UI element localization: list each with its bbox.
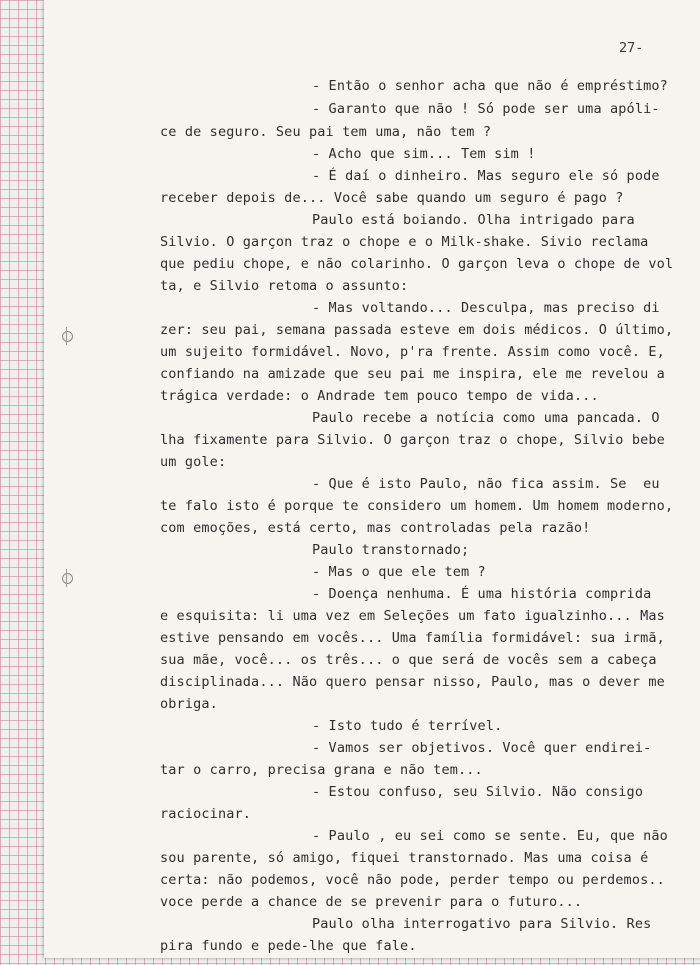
text-line: disciplinada... Não quero pensar nisso, Paulo, mas o dever me [160, 674, 665, 690]
text-line: obriga. [160, 696, 218, 712]
text-line: ce de seguro. Seu pai tem uma, não tem ? [160, 124, 492, 140]
text-line: tar o carro, precisa grana e não tem... [160, 762, 483, 778]
text-line: - É daí o dinheiro. Mas seguro ele só pode [312, 168, 660, 184]
text-line: Silvio. O garçon traz o chope e o Milk-shake. Sivio reclama [160, 234, 649, 250]
text-line: te falo isto é porque te considero um homem. Um homem moderno, [160, 498, 674, 514]
text-line: lha fixamente para Silvio. O garçon traz o chope, Silvio bebe [160, 432, 665, 448]
text-line: receber depois de... Você sabe quando um seguro é pago ? [160, 190, 624, 206]
punch-hole-bottom [62, 573, 73, 584]
text-line: estive pensando em vocês... Uma família formidável: sua irmã, [160, 630, 665, 646]
text-line: Paulo recebe a notícia como uma pancada. O [312, 410, 660, 426]
text-line: e esquisita: li uma vez em Seleções um fato igualzinho... Mas [160, 608, 665, 624]
text-line: Paulo olha interrogativo para Silvio. Res [312, 916, 652, 932]
text-line: confiando na amizade que seu pai me inspira, ele me revelou a [160, 366, 665, 382]
text-line: - Acho que sim... Tem sim ! [312, 146, 536, 162]
text-line: - Isto tudo é terrível. [312, 718, 503, 734]
text-line: - Vamos ser objetivos. Você quer endirei- [312, 740, 652, 756]
text-line: - Que é isto Paulo, não fica assim. Se eu [312, 476, 660, 492]
text-line: certa: não podemos, você não pode, perder tempo ou perdemos.. [160, 872, 665, 888]
text-line: - Doença nenhuma. É uma história comprida [312, 586, 652, 602]
text-line: - Então o senhor acha que não é empréstimo? [312, 78, 668, 94]
text-line: sua mãe, você... os três... o que será de vocês sem a cabeça [160, 652, 657, 668]
punch-hole-top [62, 331, 73, 342]
text-line: com emoções, está certo, mas controladas pela razão! [160, 520, 591, 536]
text-line: um gole: [160, 454, 227, 470]
text-line: pira fundo e pede-lhe que fale. [160, 938, 417, 954]
text-line: que pediu chope, e não colarinho. O garçon leva o chope de vol [160, 256, 674, 272]
text-line: Paulo está boiando. Olha intrigado para [312, 212, 635, 228]
text-line: sou parente, só amigo, fiquei transtornado. Mas uma coisa é [160, 850, 649, 866]
text-line: - Mas voltando... Desculpa, mas preciso di [312, 300, 660, 316]
text-line: - Paulo , eu sei como se sente. Eu, que não [312, 828, 668, 844]
text-line: zer: seu pai, semana passada esteve em dois médicos. O último, [160, 322, 674, 338]
text-line: ta, e Silvio retoma o assunto: [160, 278, 409, 294]
text-line: - Estou confuso, seu Silvio. Não consigo [312, 784, 644, 800]
page-number: 27- [619, 40, 644, 56]
text-line: voce perde a chance de se prevenir para o futuro... [160, 894, 583, 910]
text-line: um sujeito formidável. Novo, p'ra frente. Assim como você. E, [160, 344, 665, 360]
text-line: - Mas o que ele tem ? [312, 564, 486, 580]
text-line: - Garanto que não ! Só pode ser uma apóli- [312, 101, 660, 117]
text-line: Paulo transtornado; [312, 542, 470, 558]
text-line: raciocinar. [160, 806, 252, 822]
text-line: trágica verdade: o Andrade tem pouco tempo de vida... [160, 388, 599, 404]
